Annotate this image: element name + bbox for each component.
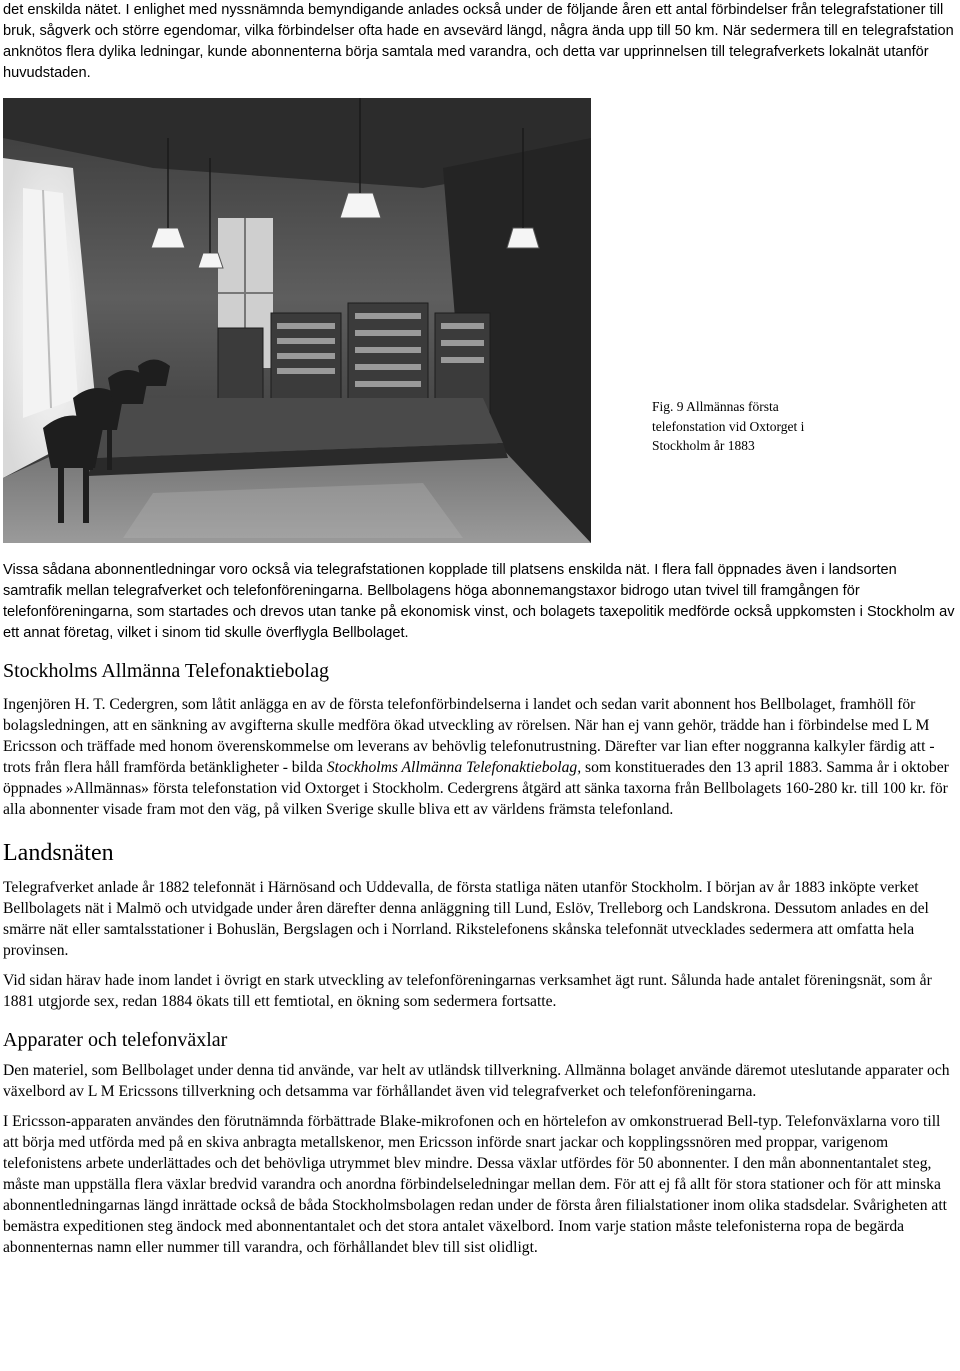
paragraph-after-figure: Vissa sådana abonnentledningar voro också via telegrafstationen kopplade till platsens enskilda nät. I flera fall öppnades även i landsorten samtrafik mellan telegrafverket och telefonföreningarna. Bellbolagens höga abonnemangstaxor bidrogo utan tvivel till framgången för telefonföreningarna, som startades och drevos utan tanke på ekonomisk vinst, och bolagets taxepolitik medförde också uppkomsten i Stockholm av ett annat företag, vilket i sinom tid skulle överflygla Bellbolaget. <box>3 562 955 641</box>
paragraph-text: Ingenjören H. T. Cedergren, som låtit anlägga en av de första telefonförbindelserna i landet och sedan varit abonnent hos Bellbolaget, framhöll för bolagsledningen, att en sänkning av avgifterna skulle medföra ökad utveckling av rörelsen. När han ej vann gehör, trädde han i förbindelse med L M Ericsson och träffade med honom överenskommelse om leverans av behövlig telefonutrustning. Därefter var lian efter noggranna kalkyler färdig att - trots från flera håll framförda betänkligheter - bilda <box>3 696 935 776</box>
heading-apparater: Apparater och telefonväxlar <box>3 1029 228 1051</box>
paragraph-cedergren <box>3 694 957 820</box>
intro-paragraph: det enskilda nätet. I enlighet med nyssnämnda bemyndigande anlades också under de följande åren ett antal förbindelser från telegrafstationer till bruk, sågverk och större egendomar, vilka förbindelser ofta hade en avsevärd längd, några ända upp till 50 km. När sedermera till en telegrafstation anknötos flera dylika ledningar, kunde abonnenterna börja samtala med varandra, och detta var upprinnelsen till telegrafverkets lokalnät utanför huvudstaden. <box>3 2 954 81</box>
paragraph-apparater-2: I Ericsson-apparaten användes den förutnämnda förbättrade Blake-mikrofonen och en hörtelefon av omkonstruerad Bell-typ. Telefonväxlarna voro till att börja med utförda med på en skiva anbragta metallskenor, men Ericsson införde snart jackar och kopplingssnören med proppar, varigenom telefonistens arbete underlättades och det behövliga utrymmet blev mindre. Dessa växlar utfördes för 50 abonnenter. I den mån abonnentantalet steg, måste man uppställa flera växlar bredvid varandra och anordna förbindelseledningar mellan dem. För att ej få allt för stora stationer och för att minska abonnentledningarnas längd inrättade också de båda Stockholmsbolagen redan under de första åren filialstationer inom olika stadsdelar. Svårigheten att bemästra expeditionen steg ändock med abonnentantalet och det stora antalet växelbord. Inom varje station måste telefonisterna ropa de begärda abonnenternas namn eller nummer till varandra, och förhållandet blev till sist olidligt. <box>3 1113 947 1256</box>
caption-line: telefonstation vid Oxtorget i <box>652 418 805 434</box>
paragraph-landsnaten-1: Telegrafverket anlade år 1882 telefonnät i Härnösand och Uddevalla, de första statliga näten utanför Stockholm. I början av år 1883 inköpte verket Bellbolagets nät i Malmö och utvidgade under åren därefter denna anläggning till Lund, Eslöv, Trelleborg och Landskrona. Dessutom anlades en del smärre nät eller samtalsstationer i Bohuslän, Bergslagen och i Norrland. Rikstelefonens skånska telefonnät utvecklades sedermera att omfatta hela provinsen. <box>3 879 929 959</box>
document-page <box>3 0 957 1258</box>
caption-line: Fig. 9 Allmännas första <box>652 399 779 414</box>
paragraph-landsnaten-2: Vid sidan härav hade inom landet i övrigt en stark utveckling av telefonföreningarnas verksamhet ägt runt. Sålunda hade antalet föreningsnät, som år 1881 utgjorde sex, redan 1884 ökats till ett femtiotal, en ökning som sedermera fortsatte. <box>3 972 932 1010</box>
company-name-italic: Stockholms Allmänna Telefonaktiebolag, <box>326 759 582 776</box>
caption-line: Stockholm år 1883 <box>652 438 755 453</box>
paragraph-apparater-1: Den materiel, som Bellbolaget under denna tid använde, var helt av utländsk tillverkning. Allmänna bolaget använde däremot uteslutande apparater och växelbord av L M Ericssons tillverkning och detsamma var förhållandet även vid telegrafverket och telefonföreningarna. <box>3 1062 950 1100</box>
paragraph-text: som konstituerades den 13 april 1883. Samma år i oktober öppnades »Allmännas» första telefonstation vid Oxtorget i Stockholm. Cedergrens åtgärd att sänka taxorna från Bellbolagets 160-280 kr. till 100 kr. för alla abonnenter visade fram mot den väg, på vilken Sverige skulle bliva ett av världens främsta telefonland. <box>3 759 949 818</box>
telephone-exchange-photo <box>3 98 591 543</box>
figure-caption <box>652 397 852 456</box>
figure <box>3 90 957 560</box>
heading-landsnaten: Landsnäten <box>3 840 114 866</box>
heading-stockholms-allmanna: Stockholms Allmänna Telefonaktiebolag <box>3 660 329 682</box>
